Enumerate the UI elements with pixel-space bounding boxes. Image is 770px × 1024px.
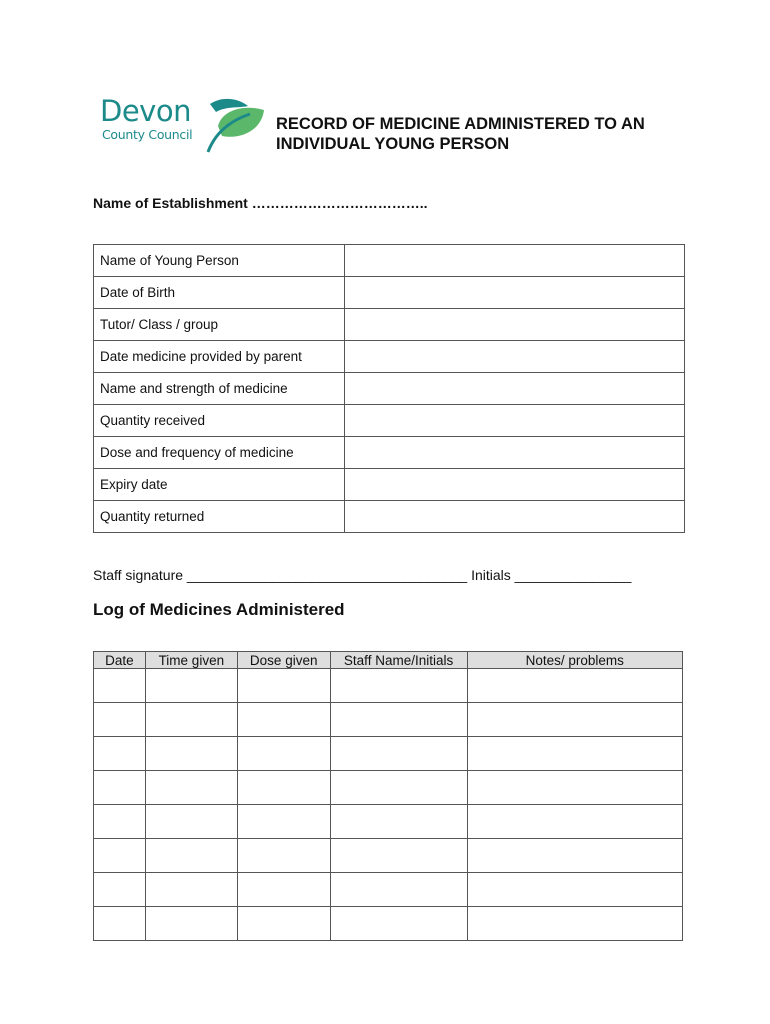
log-row <box>94 873 683 907</box>
log-header-row <box>94 652 683 669</box>
log-cell[interactable] <box>467 805 682 839</box>
log-cell[interactable] <box>467 737 682 771</box>
log-cell[interactable] <box>330 805 467 839</box>
log-cell[interactable] <box>467 703 682 737</box>
staff-signature-line[interactable]: Staff signature ____________________________________ Initials _______________ <box>93 567 632 583</box>
log-cell[interactable] <box>237 703 330 737</box>
log-cell[interactable] <box>237 839 330 873</box>
log-cell[interactable] <box>145 873 237 907</box>
details-value-field[interactable] <box>345 405 685 437</box>
log-cell[interactable] <box>330 703 467 737</box>
logo-wordmark: Devon <box>100 94 191 128</box>
details-label: Quantity returned <box>94 501 345 533</box>
details-row <box>94 309 685 341</box>
log-cell[interactable] <box>330 907 467 941</box>
log-cell[interactable] <box>330 771 467 805</box>
details-label: Expiry date <box>94 469 345 501</box>
log-title: Log of Medicines Administered <box>93 600 345 619</box>
details-label: Name of Young Person <box>94 245 345 277</box>
log-column-header: Staff Name/Initials <box>330 652 467 669</box>
details-row <box>94 341 685 373</box>
log-column-header: Dose given <box>237 652 330 669</box>
log-cell[interactable] <box>145 737 237 771</box>
details-row <box>94 245 685 277</box>
details-row <box>94 373 685 405</box>
details-row <box>94 501 685 533</box>
young-person-details-table <box>93 244 685 533</box>
log-column-header: Date <box>94 652 146 669</box>
details-row <box>94 277 685 309</box>
devon-logo <box>100 96 270 156</box>
log-cell[interactable] <box>330 839 467 873</box>
log-row <box>94 907 683 941</box>
log-cell[interactable] <box>467 873 682 907</box>
log-cell[interactable] <box>94 703 146 737</box>
log-cell[interactable] <box>330 873 467 907</box>
log-cell[interactable] <box>94 737 146 771</box>
log-row <box>94 669 683 703</box>
log-cell[interactable] <box>145 805 237 839</box>
log-cell[interactable] <box>237 805 330 839</box>
log-cell[interactable] <box>237 907 330 941</box>
log-cell[interactable] <box>94 839 146 873</box>
log-column-header: Time given <box>145 652 237 669</box>
log-cell[interactable] <box>145 771 237 805</box>
form-title <box>276 114 645 154</box>
details-label: Date of Birth <box>94 277 345 309</box>
details-value-field[interactable] <box>345 501 685 533</box>
log-cell[interactable] <box>467 771 682 805</box>
log-cell[interactable] <box>145 669 237 703</box>
log-cell[interactable] <box>237 771 330 805</box>
log-row <box>94 771 683 805</box>
establishment-field[interactable]: Name of Establishment ……………………………….. <box>93 195 428 211</box>
log-cell[interactable] <box>94 805 146 839</box>
title-line-1: RECORD OF MEDICINE ADMINISTERED TO AN <box>276 115 645 133</box>
log-cell[interactable] <box>145 907 237 941</box>
medicine-log-table <box>93 651 683 941</box>
log-cell[interactable] <box>237 669 330 703</box>
logo-subtitle: County Council <box>102 127 193 142</box>
details-row <box>94 469 685 501</box>
details-value-field[interactable] <box>345 437 685 469</box>
log-cell[interactable] <box>94 669 146 703</box>
details-row <box>94 437 685 469</box>
details-row <box>94 405 685 437</box>
details-label: Quantity received <box>94 405 345 437</box>
details-value-field[interactable] <box>345 277 685 309</box>
log-row <box>94 839 683 873</box>
details-label: Tutor/ Class / group <box>94 309 345 341</box>
log-row <box>94 703 683 737</box>
details-label: Name and strength of medicine <box>94 373 345 405</box>
log-cell[interactable] <box>145 703 237 737</box>
log-cell[interactable] <box>237 873 330 907</box>
details-value-field[interactable] <box>345 309 685 341</box>
details-value-field[interactable] <box>345 469 685 501</box>
log-cell[interactable] <box>330 669 467 703</box>
log-cell[interactable] <box>330 737 467 771</box>
log-cell[interactable] <box>145 839 237 873</box>
details-value-field[interactable] <box>345 245 685 277</box>
log-row <box>94 737 683 771</box>
details-label: Date medicine provided by parent <box>94 341 345 373</box>
details-value-field[interactable] <box>345 373 685 405</box>
log-row <box>94 805 683 839</box>
title-line-2: INDIVIDUAL YOUNG PERSON <box>276 135 510 153</box>
log-cell[interactable] <box>237 737 330 771</box>
details-value-field[interactable] <box>345 341 685 373</box>
log-cell[interactable] <box>467 839 682 873</box>
log-cell[interactable] <box>467 907 682 941</box>
log-cell[interactable] <box>94 771 146 805</box>
leaf-icon <box>204 96 266 154</box>
log-cell[interactable] <box>94 873 146 907</box>
details-label: Dose and frequency of medicine <box>94 437 345 469</box>
log-cell[interactable] <box>94 907 146 941</box>
log-column-header: Notes/ problems <box>467 652 682 669</box>
log-cell[interactable] <box>467 669 682 703</box>
